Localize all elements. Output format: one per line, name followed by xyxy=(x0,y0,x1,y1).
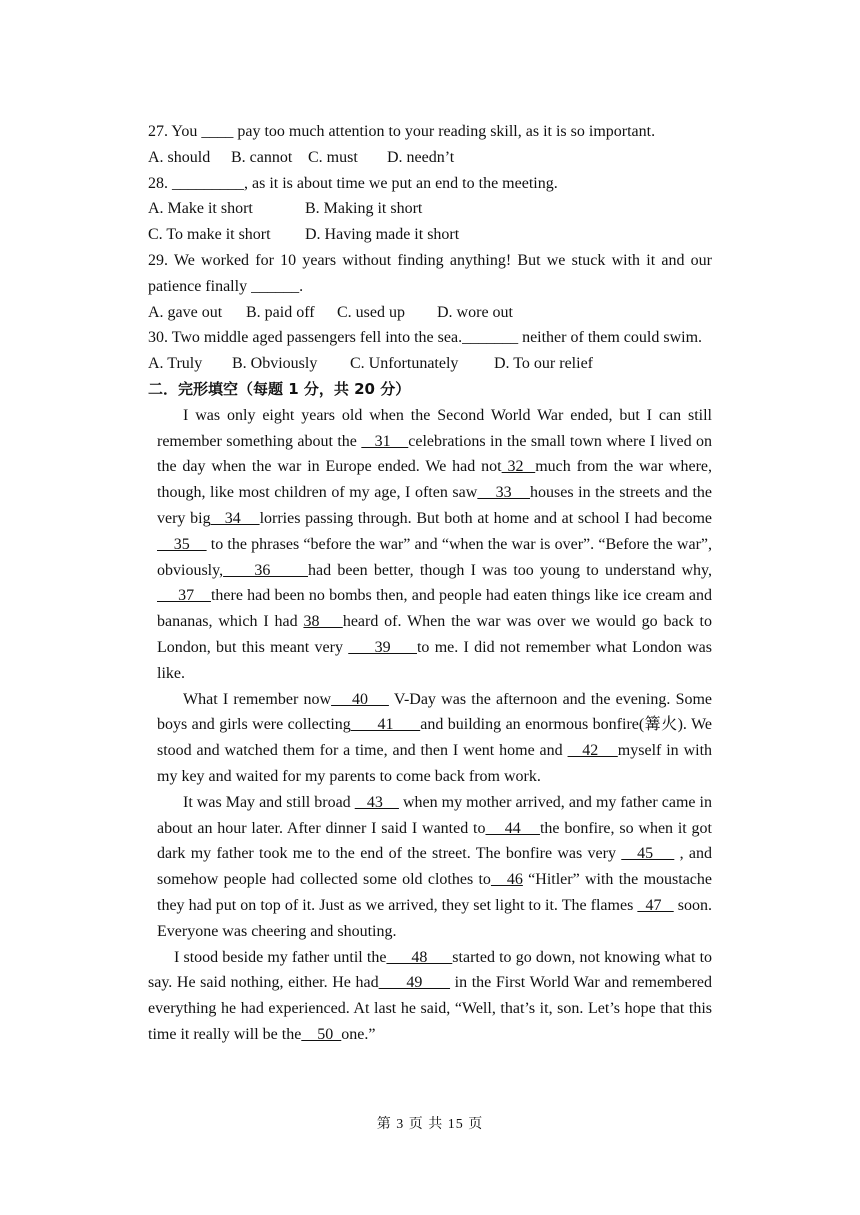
blank-48: 48 xyxy=(386,948,453,966)
blank-41: 41 xyxy=(350,716,421,734)
blank-45: 45 xyxy=(621,845,675,863)
option-a: A. gave out xyxy=(148,303,223,321)
option-b: B. Making it short xyxy=(305,200,423,218)
blank-43: 43 xyxy=(354,793,399,811)
blank-42: 42 xyxy=(567,742,618,760)
option-d: D. wore out xyxy=(437,303,513,321)
question-28-options-row2 xyxy=(148,222,712,248)
option-a: A. Truly xyxy=(148,355,203,373)
passage-paragraph-1: I was only eight years old when the Second World War ended, but I can still remember something about the 31 celebrations in the small town where I lived on the day when the war in Europe ended. We had not 32 much from the war where, though, like most children of my age, I often saw 33 houses in the streets and the very big 34 lorries passing through. But both at home and at school I had become 35 to the phrases “before the war” and “when the war is over”. “Before the war”, obviously, 36 had been better, though I was too young to understand why, 37 there had been no bombs then, and people had eaten things like ice cream and bananas, which I had 38 heard of. When the war was over we would go back to London, but this meant very 39 to me. I did not remember what London was like. xyxy=(157,406,713,682)
section-heading: 二．完形填空（每题 1 分，共 20 分） xyxy=(148,379,411,398)
blank-32: 32 xyxy=(501,458,536,476)
blank-37: 37 xyxy=(157,587,211,605)
question-29-options xyxy=(148,300,712,326)
blank-46: 46 xyxy=(490,871,523,889)
blank-36: 36 xyxy=(223,561,308,579)
question-30-stem: 30. Two middle aged passengers fell into the sea._______ neither of them could swim. xyxy=(148,329,703,347)
option-d: D. needn’t xyxy=(387,148,455,166)
option-b: B. paid off xyxy=(246,303,315,321)
question-27-options xyxy=(148,145,712,171)
option-b: B. cannot xyxy=(231,148,293,166)
blank-34: 34 xyxy=(210,509,260,527)
blank-49: 49 xyxy=(378,974,451,992)
option-a: A. should xyxy=(148,148,211,166)
option-c: C. To make it short xyxy=(148,226,271,244)
page-number-footer: 第 3 页 共 15 页 xyxy=(376,1117,484,1132)
blank-47: 47 xyxy=(637,896,674,914)
option-a: A. Make it short xyxy=(148,200,253,218)
blank-38: 38 xyxy=(303,613,343,631)
option-d: D. To our relief xyxy=(494,355,593,373)
question-27-stem: 27. You ____ pay too much attention to your reading skill, as it is so important. xyxy=(148,123,656,140)
passage-paragraph-4: I stood beside my father until the 48 started to go down, not knowing what to say. He said nothing, either. He had 49 in the First World War and remembered everything he had experienced. At last he said, “Well, that’s it, son. Let’s hope that this time it really will be the 50 one.” xyxy=(148,948,713,1043)
option-c: C. used up xyxy=(337,303,405,321)
option-d: D. Having made it short xyxy=(305,226,460,244)
blank-39: 39 xyxy=(348,638,417,656)
blank-40: 40 xyxy=(331,690,389,708)
blank-31: 31 xyxy=(361,432,409,450)
option-c: C. must xyxy=(308,148,358,166)
passage-paragraph-3: It was May and still broad 43 when my mother arrived, and my father came in about an hour later. After dinner I said I wanted to 44 the bonfire, so when it got dark my father took me to the end of the street. The bonfire was very 45 , and somehow people had collected some old clothes to 46 “Hitler” with the moustache they had put on top of it. Just as we arrived, they set light to it. The flames 47 soon. Everyone was cheering and shouting. xyxy=(157,793,713,940)
cloze-passage-block xyxy=(148,403,712,945)
question-28-stem: 28. _________, as it is about time we put an end to the meeting. xyxy=(148,174,558,192)
option-c: C. Unfortunately xyxy=(350,355,459,373)
question-28-options-row1 xyxy=(148,196,712,222)
blank-33: 33 xyxy=(477,484,530,502)
passage-paragraph-2: What I remember now 40 V-Day was the afternoon and the evening. Some boys and girls were collecting 41 and building an enormous bonfire(篝火). We stood and watched them for a time, and then I went home and 42 myself in with my key and waited for my parents to come back from work. xyxy=(157,690,713,785)
blank-50: 50 xyxy=(301,1025,342,1043)
question-30-options xyxy=(148,351,712,377)
blank-44: 44 xyxy=(485,819,540,837)
exam-page xyxy=(148,119,712,1048)
blank-35: 35 xyxy=(157,535,207,553)
question-29-stem: 29. We worked for 10 years without finding anything! But we stuck with it and our patience finally ______. xyxy=(148,251,712,295)
option-b: B. Obviously xyxy=(232,355,318,373)
